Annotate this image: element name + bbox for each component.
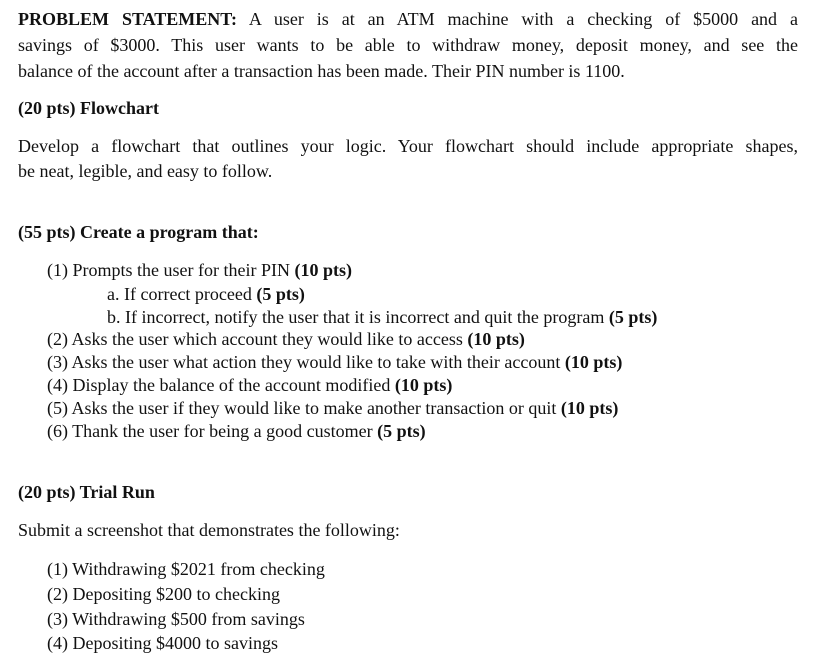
program-item: (5) Asks the user if they would like to make another transaction or quit (10 pts): [47, 398, 619, 418]
trial-intro: Submit a screenshot that demonstrates the following:: [18, 520, 400, 540]
program-item: (2) Asks the user which account they would like to access (10 pts): [47, 329, 525, 349]
program-item: (3) Asks the user what action they would like to take with their account (10 pts): [47, 352, 623, 372]
trial-heading: (20 pts) Trial Run: [18, 482, 155, 502]
flowchart-line-1: Develop a flowchart that outlines your logic. Your flowchart should include appropriate shapes,: [18, 136, 798, 156]
program-item: (1) Prompts the user for their PIN (10 pts): [47, 260, 352, 280]
program-item: (6) Thank the user for being a good customer (5 pts): [47, 421, 426, 441]
trial-item: (4) Depositing $4000 to savings: [47, 633, 278, 653]
problem-statement-line-2: savings of $3000. This user wants to be able to withdraw money, deposit money, and see the: [18, 35, 798, 55]
problem-statement-label: PROBLEM STATEMENT:: [18, 9, 237, 29]
program-subitem: b. If incorrect, notify the user that it is incorrect and quit the program (5 pts): [107, 307, 658, 327]
trial-item: (3) Withdrawing $500 from savings: [47, 609, 305, 629]
program-item: (4) Display the balance of the account modified (10 pts): [47, 375, 453, 395]
trial-item: (2) Depositing $200 to checking: [47, 584, 280, 604]
problem-statement-line-1: PROBLEM STATEMENT: A user is at an ATM machine with a checking of $5000 and a: [18, 9, 798, 29]
flowchart-line-2: be neat, legible, and easy to follow.: [18, 161, 273, 181]
problem-statement-line-3: balance of the account after a transaction has been made. Their PIN number is 1100.: [18, 61, 625, 81]
flowchart-heading: (20 pts) Flowchart: [18, 98, 159, 118]
program-heading: (55 pts) Create a program that:: [18, 222, 259, 242]
program-subitem: a. If correct proceed (5 pts): [107, 284, 305, 304]
trial-item: (1) Withdrawing $2021 from checking: [47, 559, 325, 579]
